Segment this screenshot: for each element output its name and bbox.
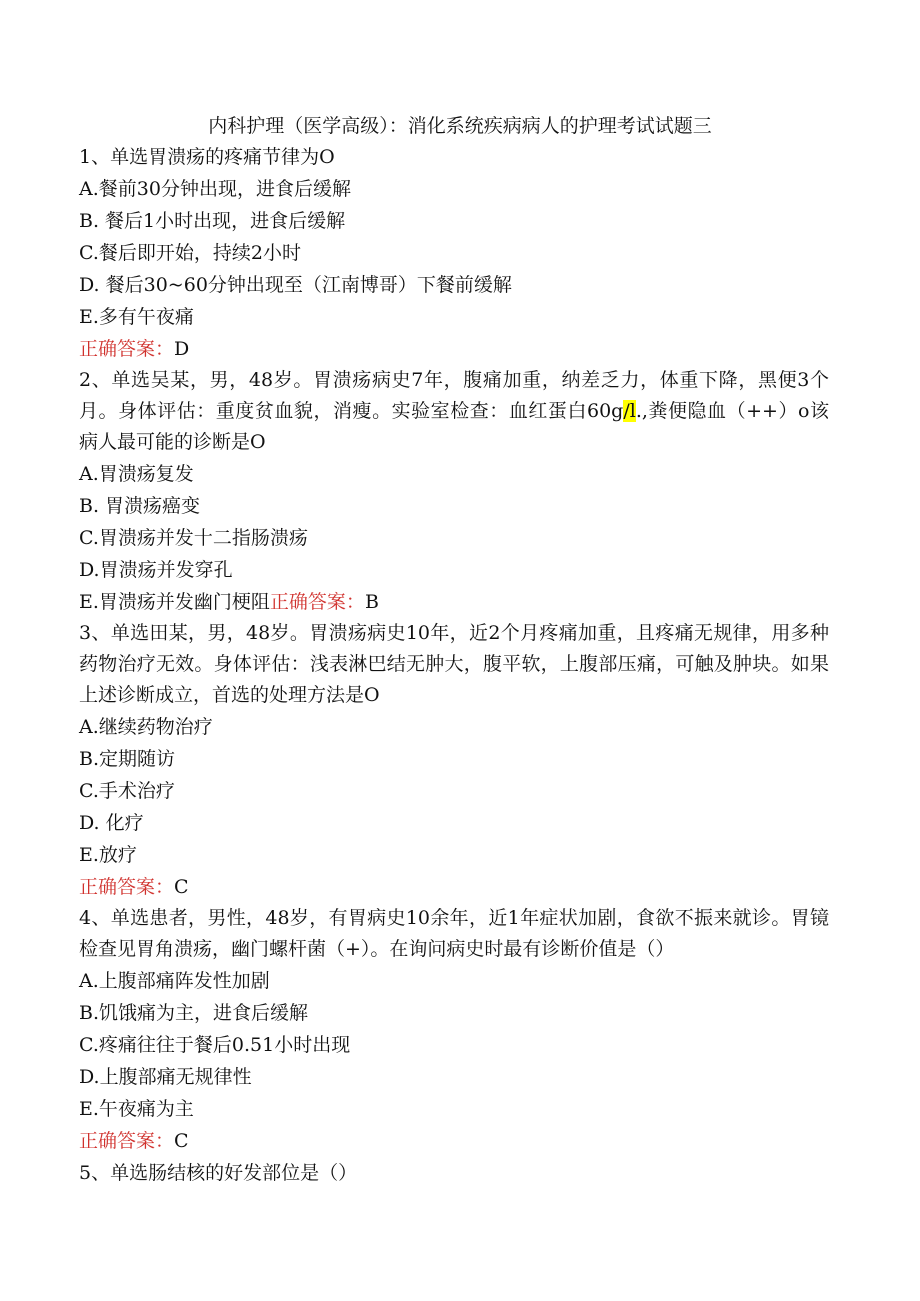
- option-d: D. 化疗: [79, 812, 144, 834]
- answer-value: C: [174, 1130, 189, 1152]
- page-title: 内科护理（医学高级）：消化系统疾病病人的护理考试试题三: [208, 115, 712, 137]
- answer-label: 正确答案：: [79, 876, 175, 898]
- question-1: [79, 141, 829, 365]
- option-a: A.上腹部痛阵发性加剧: [79, 970, 270, 992]
- answer-value: B: [364, 591, 379, 613]
- question-stem: 4、单选患者，男性，48岁，有胃病史10余年，近1年症状加剧，食欲不振来就诊。胃镜检查见胃角溃疡，幽门螺杆菌（+）。在询问病史时最有诊断价值是（）: [79, 907, 829, 960]
- option-e: E.多有午夜痛: [79, 306, 194, 328]
- answer-label: 正确答案：: [79, 338, 175, 360]
- option-e: E.午夜痛为主: [79, 1098, 194, 1120]
- option-c: C.疼痛往往于餐后0.51小时出现: [79, 1034, 351, 1056]
- question-stem: 1、单选胃溃疡的疼痛节律为O: [79, 146, 335, 168]
- option-b: B. 餐后1小时出现，进食后缓解: [79, 210, 346, 232]
- option-d: D. 餐后30~60分钟出现至（江南博哥）下餐前缓解: [79, 274, 512, 296]
- question-2: [79, 365, 829, 618]
- answer-value: D: [174, 338, 190, 360]
- question-list: [79, 141, 829, 1189]
- answer-line: [79, 333, 829, 365]
- question-5: [79, 1157, 829, 1189]
- answer-value: C: [174, 876, 189, 898]
- option-d: D.胃溃疡并发穿孔: [79, 559, 233, 581]
- answer-label: 正确答案：: [79, 1130, 175, 1152]
- question-stem-text-end: .,粪便隐血（++）o该病人最可能的诊断是O: [79, 400, 830, 453]
- answer-label: 正确答案：: [269, 591, 365, 613]
- question-stem: 5、单选肠结核的好发部位是（）: [79, 1162, 358, 1184]
- option-c: C.手术治疗: [79, 780, 175, 802]
- question-stem: 3、单选田某，男，48岁。胃溃疡病史10年，近2个月疼痛加重，且疼痛无规律，用多种药物治疗无效。身体评估：浅表淋巴结无肿大，腹平软，上腹部压痛，可触及肿块。如果上述诊断成立，首选的处理方法是O: [79, 622, 829, 706]
- question-4: [79, 903, 829, 1157]
- answer-line: [79, 871, 829, 903]
- option-e-with-answer: [79, 586, 829, 618]
- option-a: A.继续药物治疗: [79, 716, 213, 738]
- option-e: E.放疗: [79, 844, 137, 866]
- answer-line: [79, 1125, 829, 1157]
- option-e: E.胃溃疡并发幽门梗阻: [79, 591, 270, 613]
- option-d: D.上腹部痛无规律性: [79, 1066, 252, 1088]
- option-c: C.胃溃疡并发十二指肠溃疡: [79, 527, 308, 549]
- highlighted-text: /l: [623, 400, 636, 422]
- question-3: [79, 618, 829, 903]
- option-b: B.定期随访: [79, 748, 176, 770]
- option-c: C.餐后即开始，持续2小时: [79, 242, 301, 264]
- option-b: B.饥饿痛为主，进食后缓解: [79, 1002, 309, 1024]
- question-stem: [79, 365, 829, 458]
- option-a: A.胃溃疡复发: [79, 463, 194, 485]
- question-stem-text: 2、单选吴某，男，48岁。胃溃疡病史7年，腹痛加重，纳差乏力，体重下降，黑便3个月。身体评估：重度贫血貌，消瘦。实验室检查：血红蛋白60g: [79, 369, 829, 422]
- option-b: B. 胃溃疡癌变: [79, 495, 201, 517]
- option-a: A.餐前30分钟出现，进食后缓解: [79, 178, 351, 200]
